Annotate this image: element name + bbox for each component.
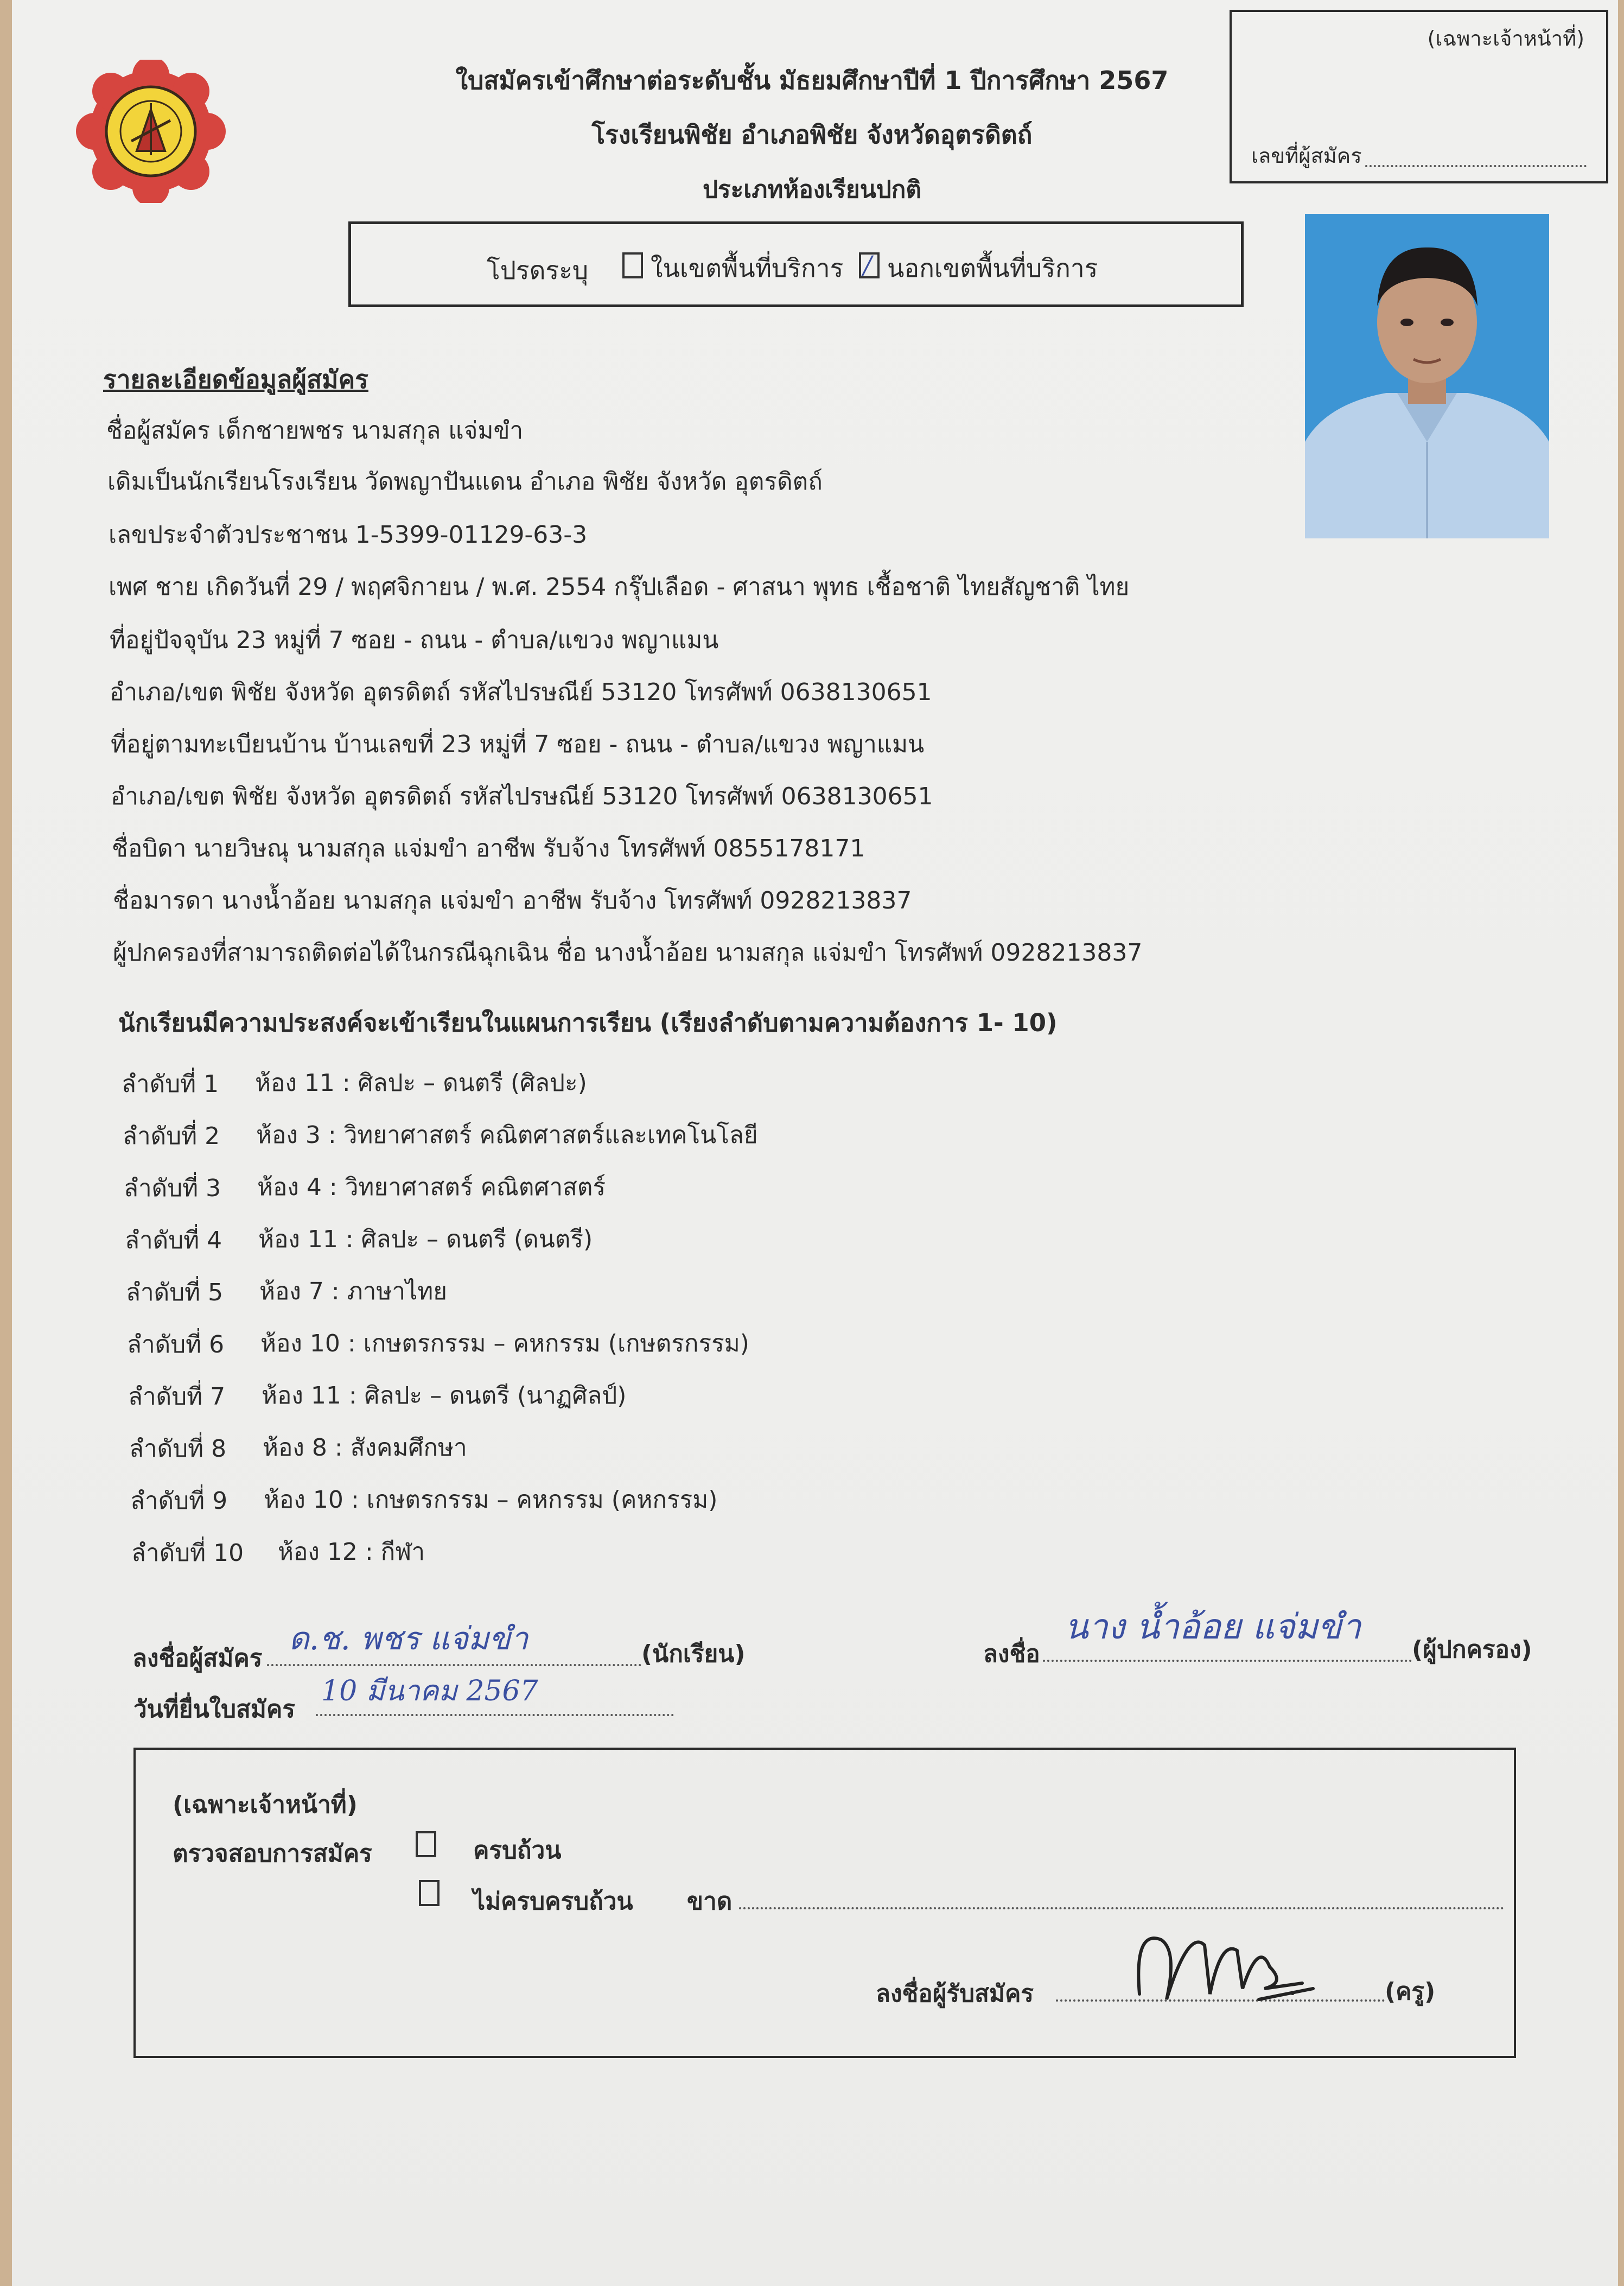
- student-photo: [1305, 214, 1549, 538]
- receiver-sign-label: ลงชื่อผู้รับสมัคร: [876, 1980, 1034, 2008]
- incomplete-label: ไม่ครบครบถ้วน: [473, 1888, 633, 1915]
- plan-rank: ลำดับที่ 10: [131, 1539, 244, 1567]
- plan-rank: ลำดับที่ 1: [122, 1070, 219, 1098]
- receiver-sign-suffix: (ครู): [1385, 1978, 1436, 2005]
- guardian-sign-line[interactable]: [1043, 1660, 1412, 1662]
- application-form-paper: [12, 0, 1618, 2286]
- applicant-number-line[interactable]: [1365, 165, 1587, 167]
- detail-line-current-district: อำเภอ/เขต พิชัย จังหวัด อุตรดิตถ์ รหัสไปรษณีย์ 53120 โทรศัพท์ 0638130651: [110, 678, 932, 706]
- plan-room: ห้อง 7 : ภาษาไทย: [259, 1278, 448, 1305]
- plan-rank: ลำดับที่ 5: [126, 1279, 224, 1306]
- office-use-box: [1230, 10, 1608, 183]
- out-area-label: นอกเขตพื้นที่บริการ: [887, 253, 1098, 283]
- guardian-sign-suffix: (ผู้ปกครอง): [1412, 1636, 1532, 1663]
- detail-line-registered-district: อำเภอ/เขต พิชัย จังหวัด อุตรดิตถ์ รหัสไปรษณีย์ 53120 โทรศัพท์ 0638130651: [111, 783, 933, 810]
- incomplete-checkbox[interactable]: [419, 1880, 440, 1906]
- detail-line-name: ชื่อผู้สมัคร เด็กชายพชร นามสกุล แจ่มขำ: [106, 417, 524, 444]
- complete-checkbox[interactable]: [416, 1831, 436, 1857]
- plan-room: ห้อง 12 : กีฬา: [278, 1538, 425, 1566]
- detail-line-registered-address: ที่อยู่ตามทะเบียนบ้าน บ้านเลขที่ 23 หมู่ที่ 7 ซอย - ถนน - ตำบล/แขวง พญาแมน: [111, 731, 925, 758]
- plan-rank: ลำดับที่ 4: [125, 1227, 222, 1254]
- plan-room: ห้อง 8 : สังคมศึกษา: [263, 1434, 467, 1462]
- plans-heading: นักเรียนมีความประสงค์จะเข้าเรียนในแผนการเรียน (เรียงลำดับตามความต้องการ 1- 10): [118, 1008, 1058, 1037]
- plan-room: ห้อง 4 : วิทยาศาสตร์ คณิตศาสตร์: [257, 1173, 606, 1201]
- classroom-type: ประเภทห้องเรียนปกติ: [703, 176, 921, 204]
- plan-rank: ลำดับที่ 2: [123, 1122, 220, 1150]
- area-prompt: โปรดระบุ: [487, 256, 589, 285]
- school-line: โรงเรียนพิชัย อำเภอพิชัย จังหวัดอุตรดิตถ์: [591, 120, 1033, 149]
- plan-rank: ลำดับที่ 6: [127, 1331, 225, 1358]
- submit-date-value: 10 มีนาคม 2567: [321, 1675, 538, 1707]
- detail-line-mother: ชื่อมารดา นางน้ำอ้อย นามสกุล แจ่มขำ อาชีพ รับจ้าง โทรศัพท์ 0928213837: [113, 887, 912, 915]
- detail-line-id: เลขประจำตัวประชาชน 1-5399-01129-63-3: [109, 521, 588, 549]
- guardian-sign-label: ลงชื่อ: [983, 1640, 1040, 1668]
- plan-room: ห้อง 11 : ศิลปะ – ดนตรี (ดนตรี): [258, 1225, 593, 1253]
- in-area-label: ในเขตพื้นที่บริการ: [651, 253, 844, 283]
- staff-use-box: [133, 1748, 1516, 2058]
- detail-line-guardian: ผู้ปกครองที่สามารถติดต่อได้ในกรณีฉุกเฉิน ชื่อ นางน้ำอ้อย นามสกุล แจ่มขำ โทรศัพท์ 0928213837: [113, 939, 1143, 967]
- detail-line-current-address: ที่อยู่ปัจจุบัน 23 หมู่ที่ 7 ซอย - ถนน - ตำบล/แขวง พญาแมน: [110, 626, 719, 654]
- submit-date-label: วันที่ยื่นใบสมัคร: [133, 1696, 295, 1723]
- detail-line-personal: เพศ ชาย เกิดวันที่ 29 / พฤศจิกายน / พ.ศ. 2554 กรุ๊ปเลือด - ศาสนา พุทธ เชื้อชาติ ไทยสัญชาติ ไทย: [109, 573, 1130, 601]
- detail-line-father: ชื่อบิดา นายวิษณุ นามสกุล แจ่มขำ อาชีพ รับจ้าง โทรศัพท์ 0855178171: [112, 835, 865, 862]
- complete-label: ครบถ้วน: [473, 1837, 562, 1864]
- plan-rank: ลำดับที่ 3: [124, 1174, 221, 1202]
- plan-room: ห้อง 11 : ศิลปะ – ดนตรี (ศิลปะ): [255, 1069, 587, 1097]
- applicant-sign-suffix: (นักเรียน): [641, 1640, 746, 1668]
- office-use-label: (เฉพาะเจ้าหน้าที่): [1427, 27, 1584, 50]
- plan-room: ห้อง 10 : เกษตรกรรม – คหกรรม (คหกรรม): [264, 1486, 718, 1514]
- out-area-checkbox[interactable]: [859, 252, 880, 278]
- details-heading: รายละเอียดข้อมูลผู้สมัคร: [103, 365, 368, 394]
- in-area-checkbox[interactable]: [622, 252, 643, 278]
- detail-line-prev-school: เดิมเป็นนักเรียนโรงเรียน วัดพญาปันแดน อำเภอ พิชัย จังหวัด อุตรดิตถ์: [107, 468, 823, 496]
- missing-label: ขาด: [687, 1888, 733, 1915]
- receiver-signature: [1123, 1907, 1329, 2016]
- plan-rank: ลำดับที่ 7: [128, 1383, 226, 1411]
- plan-rank: ลำดับที่ 9: [130, 1487, 228, 1515]
- form-title: ใบสมัครเข้าศึกษาต่อระดับชั้น มัธยมศึกษาปีที่ 1 ปีการศึกษา 2567: [455, 66, 1169, 95]
- verify-label: ตรวจสอบการสมัคร: [173, 1840, 372, 1868]
- applicant-number-label: เลขที่ผู้สมัคร: [1251, 144, 1362, 168]
- missing-line[interactable]: [739, 1907, 1504, 1909]
- guardian-sign-name: นาง น้ำอ้อย แจ่มขำ: [1065, 1607, 1361, 1647]
- applicant-sign-line[interactable]: [267, 1664, 641, 1666]
- plan-room: ห้อง 11 : ศิลปะ – ดนตรี (นาฏศิลป์): [262, 1382, 627, 1409]
- submit-date-line[interactable]: [316, 1714, 674, 1716]
- plan-room: ห้อง 3 : วิทยาศาสตร์ คณิตศาสตร์และเทคโนโลยี: [256, 1121, 758, 1149]
- service-area-box: [348, 221, 1244, 307]
- applicant-sign-label: ลงชื่อผู้สมัคร: [132, 1644, 263, 1672]
- plan-rank: ลำดับที่ 8: [129, 1435, 227, 1463]
- staff-use-label: (เฉพาะเจ้าหน้าที่): [173, 1791, 358, 1819]
- plan-room: ห้อง 10 : เกษตรกรรม – คหกรรม (เกษตรกรรม): [260, 1330, 749, 1357]
- applicant-sign-name: ด.ช. พชร แจ่มขำ: [289, 1620, 528, 1657]
- out-area-check-mark: /: [863, 250, 872, 280]
